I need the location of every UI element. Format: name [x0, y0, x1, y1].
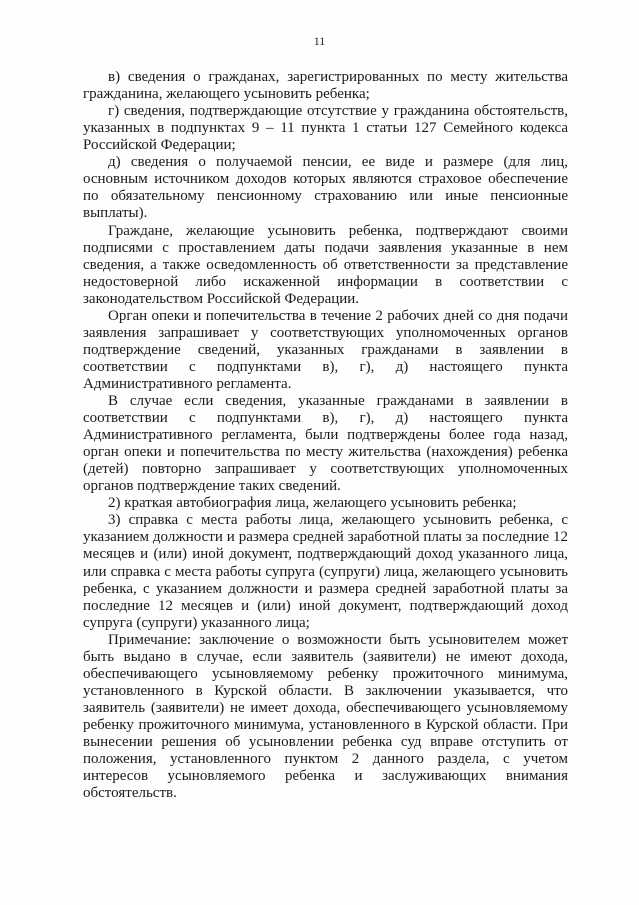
text-line: выплаты). [83, 205, 148, 222]
text-line: обстоятельств. [83, 785, 177, 802]
text-line: 2) краткая автобиография лица, желающего усыновить ребенка; [108, 495, 517, 512]
text-line: соответствии с подпунктами в), г), д) настоящего пункта [83, 358, 568, 375]
text-line: д) сведения о получаемой пенсии, ее виде и размере (для лиц, [108, 154, 568, 171]
text-line: (детей) повторно запрашивает у соответствующих уполномоченных [83, 461, 568, 478]
text-line: интересов усыновляемого ребенка и заслуживающих внимания [83, 768, 568, 785]
text-line: указанных в подпунктах 9 – 11 пункта 1 статьи 127 Семейного кодекса [83, 120, 568, 137]
text-line: ребенку прожиточного минимума, установленного в Курской области. При [83, 716, 568, 733]
text-line: положения, установленного пунктом 2 данного раздела, с учетом [83, 751, 568, 767]
text-line: 3) справка с места работы лица, желающего усыновить ребенка, с [108, 512, 568, 529]
text-line: Орган опеки и попечительства в течение 2 рабочих дней со дня подачи [108, 307, 568, 324]
text-line: орган опеки и попечительства по месту жительства (нахождения) ребенка [83, 444, 568, 461]
text-line: гражданина, желающего усыновить ребенка; [83, 86, 370, 102]
text-line: Административного регламента, были подтверждены более года назад, [83, 427, 568, 444]
text-line: соответствии с подпунктами в), г), д) настоящего пункта [83, 410, 568, 426]
page-number: 11 [313, 34, 326, 48]
text-line: Административного регламента. [83, 375, 292, 392]
text-line: последние 12 месяцев и (или) иной документ, подтверждающий доход [83, 597, 568, 614]
text-line: сведения, а также осведомленность об ответственности за представление [83, 256, 568, 273]
text-line: Граждане, желающие усыновить ребенка, подтверждают своими [108, 222, 568, 239]
text-line: г) сведения, подтверждающие отсутствие у гражданина обстоятельств, [108, 103, 568, 120]
text-line: Российской Федерации; [83, 137, 236, 154]
text-line: ребенка, с указанием должности и размера средней заработной платы за [83, 580, 568, 597]
text-line: Примечание: заключение о возможности быть усыновителем может [108, 631, 568, 648]
text-line: В случае если сведения, указанные гражданами в заявлении в [108, 392, 568, 409]
text-line: законодательством Российской Федерации. [83, 290, 360, 307]
text-line: обеспечивающего усыновляемому ребенку прожиточного минимума, [83, 665, 568, 682]
text-line: подписями с проставлением даты подачи заявления указанные в нем [83, 239, 568, 256]
text-line: вынесении решения об усыновлении ребенка суд вправе отступить от [83, 734, 568, 750]
text-line: в) сведения о гражданах, зарегистрированных по месту жительства [108, 69, 568, 85]
text-line: быть выдано в случае, если заявитель (заявители) не имеют дохода, [83, 648, 568, 665]
text-line: заявитель (заявители) не имеет дохода, обеспечивающего усыновляемому [83, 699, 568, 716]
text-line: основным источником доходов которых являются страховое обеспечение [83, 171, 568, 188]
text-line: указанием должности и размера средней заработной платы за последние 12 [83, 529, 568, 546]
text-line: месяцев и (или) иной документ, подтверждающий доход указанного лица, [83, 546, 568, 563]
text-line: подтверждение сведений, указанных гражданами в заявлении в [83, 341, 568, 358]
text-line: по обязательному пенсионному страхованию или иные пенсионные [83, 188, 568, 205]
text-line: установленного в Курской области. В заключении указывается, что [83, 682, 568, 699]
text-line: или справка с места работы супруга (супруги) лица, желающего усыновить [83, 563, 568, 580]
text-line: органов подтверждение таких сведений. [83, 478, 341, 495]
text-line: заявления запрашивает у соответствующих уполномоченных органов [83, 324, 568, 341]
text-line: недостоверной либо искаженной информации в соответствии с [83, 273, 568, 290]
text-line: супруга (супруги) указанного лица; [83, 614, 310, 631]
